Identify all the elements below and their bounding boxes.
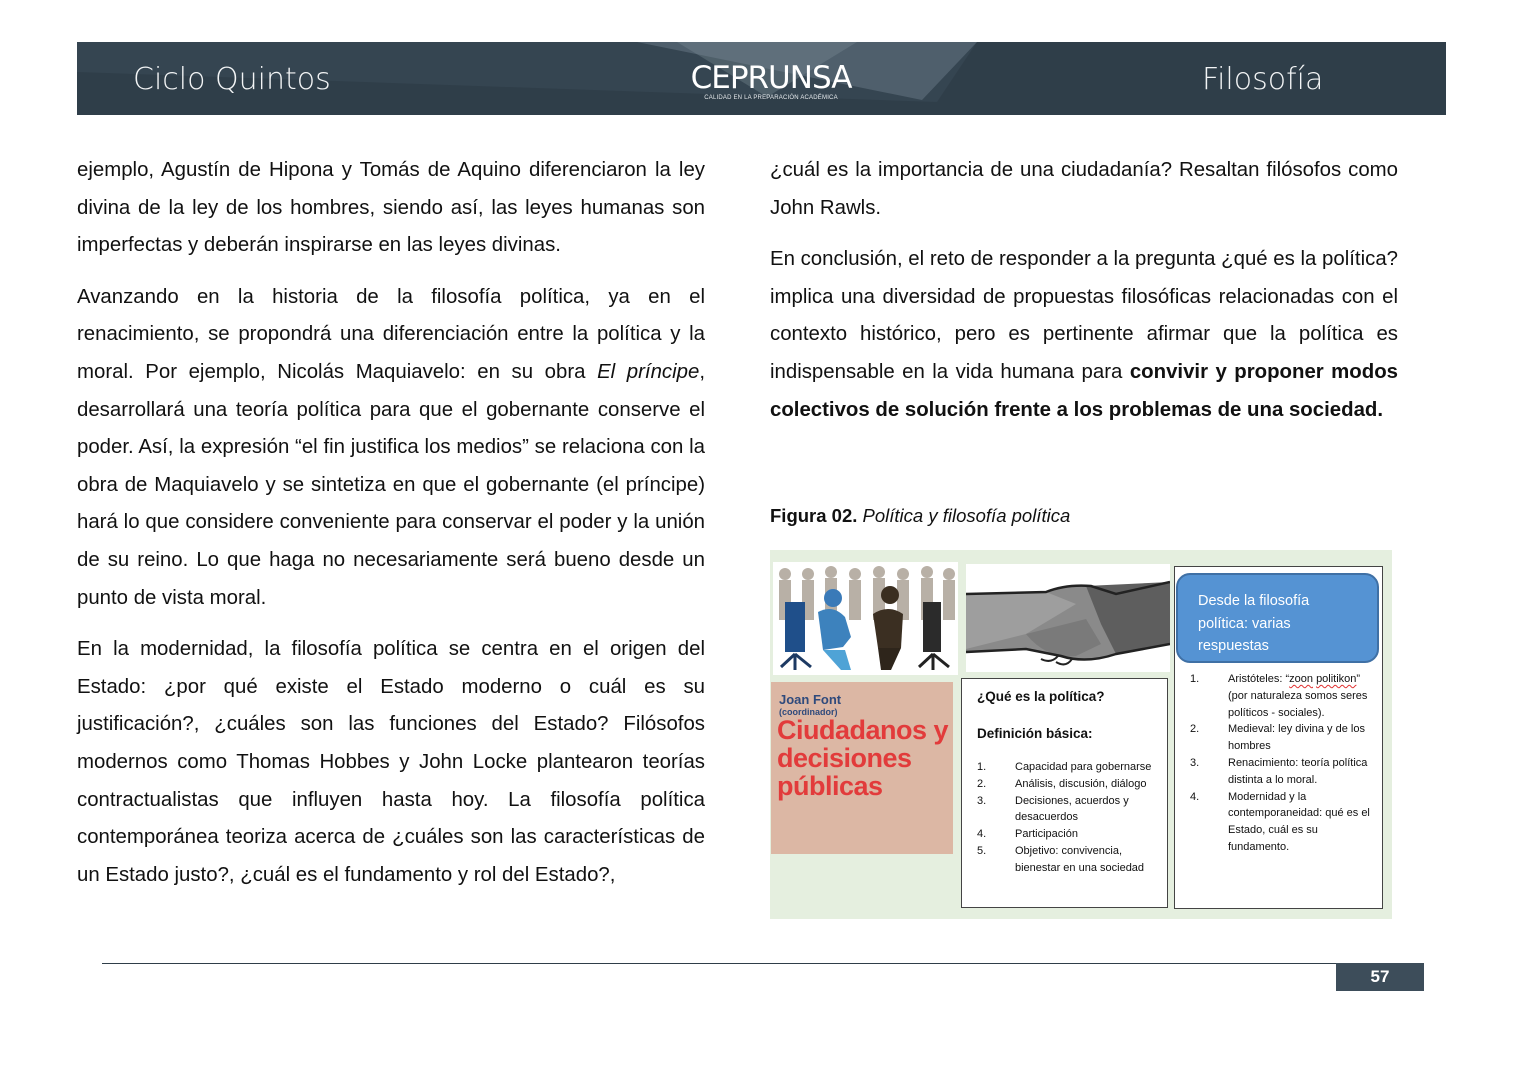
- responses-list: [1190, 671, 1380, 856]
- item-number: 4.: [1190, 790, 1200, 803]
- logo-name: CEPRUNSA: [690, 60, 852, 96]
- item-number: 1.: [977, 761, 987, 773]
- paragraph-text: En conclusión, el reto de responder a la pregunta ¿qué es la política? implica una diversidad de propuestas filosóficas relacionadas con el contexto histórico, pero es pertinente afirmar que la política es indispensable en la vida humana para: [770, 248, 1398, 383]
- list-item: [977, 759, 1155, 776]
- footer-divider: [102, 963, 1340, 964]
- paragraph-text: Avanzando en la historia de la filosofía política, ya en el renacimiento, se propondrá una diferenciación entre la política y la moral. Por ejemplo, Nicolás Maquiavelo: en su obra: [77, 285, 705, 383]
- responses-box: [1174, 566, 1383, 909]
- book-title: Ciudadanos y decisiones públicas: [777, 715, 949, 801]
- paragraph: ¿cuál es la importancia de una ciudadanía? Resaltan filósofos como John Rawls.: [770, 159, 1398, 219]
- figure-caption: [770, 505, 1070, 527]
- paragraph: [77, 279, 705, 617]
- item-text: Participación: [1015, 828, 1078, 841]
- item-number: 3.: [1190, 756, 1200, 769]
- definition-box: [961, 678, 1168, 908]
- figure-label: Figura 02.: [770, 505, 858, 526]
- course-cycle-title: Ciclo Quintos: [133, 62, 331, 97]
- responses-title-bubble: Desde la filosofía política: varias respuestas: [1176, 573, 1379, 663]
- item-text: Capacidad para gobernarse: [1015, 761, 1152, 773]
- figure-politica: [770, 550, 1392, 919]
- item-number: 2.: [1190, 723, 1200, 736]
- list-item: [1190, 755, 1380, 789]
- item-text: Aristóteles: “zoon politikon” (por naturaleza somos seres políticos - sociales).: [1228, 673, 1368, 719]
- right-text-column: [770, 152, 1398, 443]
- definition-list: [977, 759, 1155, 877]
- subject-title: Filosofía: [1202, 62, 1324, 97]
- spellcheck-word: politikon: [1316, 673, 1357, 685]
- item-text: Objetivo: convivencia, bienestar en una sociedad: [1015, 844, 1145, 874]
- list-item: [977, 776, 1155, 793]
- list-item: [1190, 671, 1380, 721]
- item-text: Análisis, discusión, diálogo: [1015, 777, 1147, 790]
- emphasis-text: convivir y proponer modos colectivos de solución frente a los problemas de una sociedad.: [770, 360, 1398, 421]
- paragraph: En la modernidad, la filosofía política se centra en el origen del Estado: ¿por qué existe el Estado moderno o cuál es su justificación?, ¿cuáles son las funciones del Estado? Filósofos modernos como Thomas Hobbes y John Locke plantearon teorías contractualistas que influyen hasta hoy. La filosofía política contemporánea teoriza acerca de ¿cuáles son las características de un Estado justo?, ¿cuál es el fundamento y rol del Estado?,: [77, 638, 705, 886]
- list-item: [977, 843, 1155, 877]
- book-author-role: (coordinador): [779, 707, 838, 717]
- conclusion-paragraph: [770, 241, 1398, 429]
- handshake-image: [966, 564, 1170, 672]
- book-author: Joan Font: [779, 692, 842, 707]
- item-number: 4.: [977, 828, 987, 841]
- item-number: 3.: [977, 794, 987, 807]
- paragraph-text: , desarrollará una teoría política para que el gobernante conserve el poder. Así, la expresión “el fin justifica los medios” se relaciona con la obra de Maquiavelo y se sintetiza en que el gobernante (el príncipe) hará lo que considere conveniente para conservar el poder y la unión de su reino. Lo que haga no necesariamente será bueno desde un punto de vista moral.: [77, 360, 706, 609]
- ceprunsa-logo: [686, 62, 856, 101]
- definition-question: ¿Qué es la política?: [977, 689, 1105, 704]
- list-item: [977, 826, 1155, 843]
- item-text: Renacimiento: teoría política distinta a lo moral.: [1228, 756, 1368, 786]
- page-number: 57: [1336, 963, 1424, 991]
- paragraph: ejemplo, Agustín de Hipona y Tomás de Aquino diferenciaron la ley divina de la ley de los hombres, siendo así, las leyes humanas son imperfectas y deberán inspirarse en las leyes divinas.: [77, 159, 705, 257]
- left-text-column: [77, 152, 705, 908]
- item-text: Decisiones, acuerdos y desacuerdos: [1015, 794, 1129, 824]
- definition-subtitle: Definición básica:: [977, 726, 1093, 741]
- book-cover-image: [771, 682, 953, 854]
- spellcheck-word: zoon: [1289, 673, 1313, 685]
- item-text: Modernidad y la contemporaneidad: qué es el Estado, cuál es su fundamento.: [1228, 790, 1370, 853]
- item-number: 5.: [977, 844, 987, 857]
- list-item: [1190, 721, 1380, 755]
- meeting-silhouettes-image: [773, 562, 958, 675]
- item-number: 1.: [1190, 673, 1200, 685]
- list-item: [1190, 789, 1380, 856]
- list-item: [977, 793, 1155, 827]
- item-text: Medieval: ley divina y de los hombres: [1228, 723, 1365, 753]
- figure-title: Política y filosofía política: [862, 505, 1071, 526]
- logo-tagline: CALIDAD EN LA PREPARACIÓN ACADÉMICA: [704, 95, 838, 101]
- page-header: [77, 42, 1446, 115]
- book-title-el-principe: El príncipe: [597, 360, 700, 383]
- item-number: 2.: [977, 777, 987, 790]
